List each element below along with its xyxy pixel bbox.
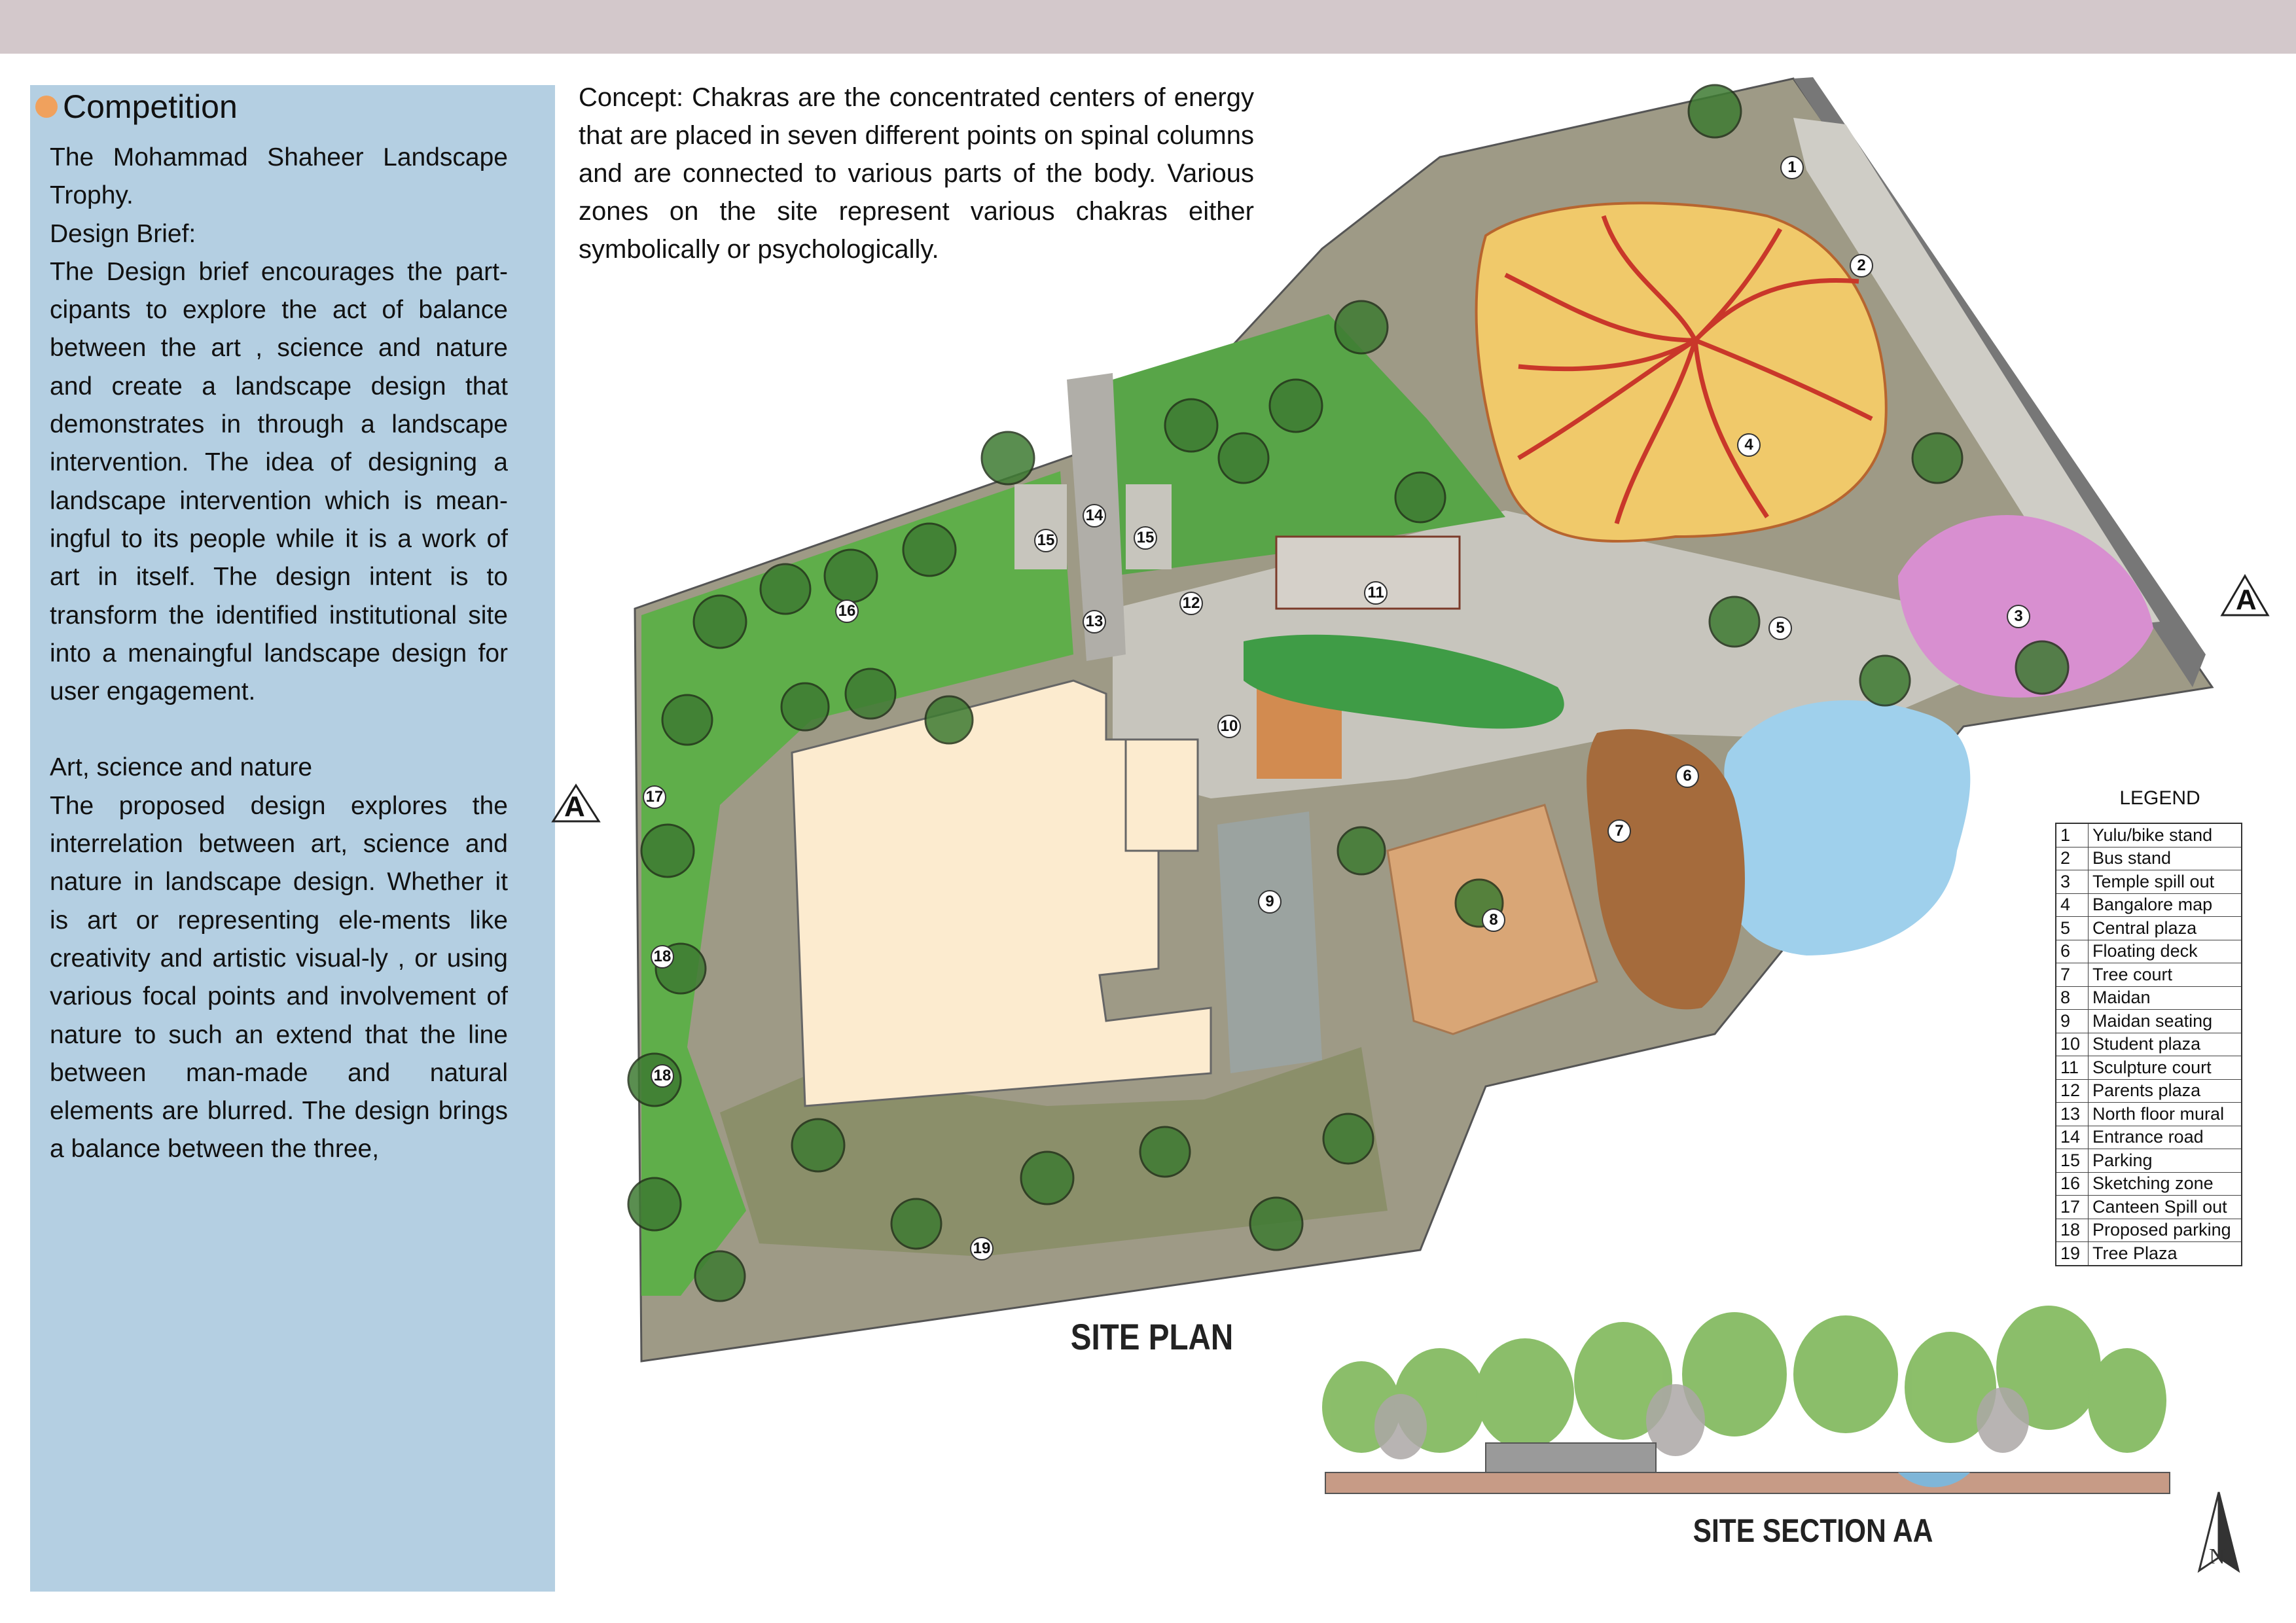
- legend-num: 11: [2056, 1056, 2089, 1080]
- legend-num: 5: [2056, 917, 2089, 940]
- section-marker-east: A: [2236, 584, 2257, 616]
- plan-marker-9: 9: [1258, 890, 1282, 914]
- section-marker-west: A: [564, 791, 585, 823]
- legend-label: Tree court: [2089, 963, 2242, 987]
- plan-marker-12: 12: [1179, 592, 1203, 615]
- legend-row: [2056, 1079, 2242, 1103]
- legend-num: 16: [2056, 1172, 2089, 1196]
- design-brief-text: The Design brief encourages the part-cipants to explore the act of balance between the art , science and nature and create a landscape design that demonstrates in through a landscape intervention. The idea of designing a landscape intervention which is mean-ingful to its people while it is a work of art in itself. The design intent is to transform the identified institutional site into a menaingful landscape design for user engagement.: [50, 257, 508, 706]
- plan-marker-14: 14: [1083, 504, 1106, 527]
- plan-marker-10: 10: [1217, 715, 1241, 738]
- concept-text: Concept: Chakras are the concentrated centers of energy that are placed in seven different points on spinal columns and are connected to various parts of the body. Various zones on the site represent various chakras either symbolically or psychologically.: [579, 83, 1254, 264]
- legend-label: Sculpture court: [2089, 1056, 2242, 1080]
- legend-label: Floating deck: [2089, 940, 2242, 963]
- legend-title: LEGEND: [2119, 787, 2200, 809]
- plan-marker-18b: 18: [651, 1064, 674, 1088]
- plan-marker-19: 19: [970, 1237, 994, 1260]
- legend-row: [2056, 986, 2242, 1010]
- bangalore-map-zone: [1477, 203, 1886, 541]
- legend-label: North floor mural: [2089, 1103, 2242, 1126]
- trophy-name: The Mohammad Shaheer Landscape Trophy.: [50, 143, 508, 210]
- legend-label: Central plaza: [2089, 917, 2242, 940]
- legend-row: [2056, 963, 2242, 987]
- legend-num: 1: [2056, 823, 2089, 847]
- legend-num: 13: [2056, 1103, 2089, 1126]
- plan-marker-2: 2: [1850, 254, 1873, 277]
- legend-label: Student plaza: [2089, 1033, 2242, 1056]
- legend-num: 15: [2056, 1149, 2089, 1173]
- legend-num: 14: [2056, 1126, 2089, 1149]
- legend-label: Proposed parking: [2089, 1219, 2242, 1242]
- legend-row: [2056, 1126, 2242, 1149]
- legend-row: [2056, 1033, 2242, 1056]
- plan-marker-18a: 18: [651, 945, 674, 969]
- legend-label: Maidan: [2089, 986, 2242, 1010]
- building-annex: [1126, 740, 1198, 851]
- legend-num: 3: [2056, 870, 2089, 894]
- plan-marker-3: 3: [2007, 605, 2030, 628]
- legend-num: 12: [2056, 1079, 2089, 1103]
- legend-row: [2056, 1010, 2242, 1033]
- legend-num: 7: [2056, 963, 2089, 987]
- plan-marker-6: 6: [1676, 764, 1699, 788]
- plan-marker-4: 4: [1737, 433, 1761, 457]
- legend-row: [2056, 1172, 2242, 1196]
- site-section-drawing: [1322, 1306, 2170, 1493]
- art-science-nature-label: Art, science and nature: [50, 753, 313, 782]
- legend-row: [2056, 1103, 2242, 1126]
- site-section-title: SITE SECTION AA: [1693, 1512, 1933, 1549]
- legend-row: [2056, 1196, 2242, 1219]
- legend-label: Tree Plaza: [2089, 1242, 2242, 1266]
- legend-row: [2056, 1056, 2242, 1080]
- legend-label: Entrance road: [2089, 1126, 2242, 1149]
- legend-label: Bangalore map: [2089, 893, 2242, 917]
- site-plan-title: SITE PLAN: [1070, 1316, 1234, 1357]
- plan-marker-16: 16: [835, 599, 859, 623]
- design-brief-label: Design Brief:: [50, 219, 196, 248]
- legend-num: 19: [2056, 1242, 2089, 1266]
- legend-label: Bus stand: [2089, 847, 2242, 870]
- legend-num: 4: [2056, 893, 2089, 917]
- plan-marker-5: 5: [1768, 616, 1792, 640]
- legend-num: 9: [2056, 1010, 2089, 1033]
- legend-num: 18: [2056, 1219, 2089, 1242]
- plan-marker-1: 1: [1780, 156, 1804, 179]
- legend-num: 17: [2056, 1196, 2089, 1219]
- legend-row: [2056, 917, 2242, 940]
- legend-row: [2056, 1242, 2242, 1266]
- legend-label: Sketching zone: [2089, 1172, 2242, 1196]
- water-body: [1724, 700, 1970, 955]
- competition-heading: Competition: [63, 88, 238, 125]
- legend-label: Yulu/bike stand: [2089, 823, 2242, 847]
- plan-marker-15b: 15: [1134, 526, 1157, 550]
- parking-block-a: [1014, 484, 1067, 569]
- legend-row: [2056, 823, 2242, 847]
- legend-num: 2: [2056, 847, 2089, 870]
- legend-row: [2056, 870, 2242, 894]
- legend-label: Canteen Spill out: [2089, 1196, 2242, 1219]
- legend-row: [2056, 1219, 2242, 1242]
- legend-label: Maidan seating: [2089, 1010, 2242, 1033]
- plan-marker-13: 13: [1083, 610, 1106, 633]
- legend-table: [2055, 823, 2242, 1266]
- legend-label: Parking: [2089, 1149, 2242, 1173]
- legend-num: 6: [2056, 940, 2089, 963]
- legend-num: 8: [2056, 986, 2089, 1010]
- plan-marker-15a: 15: [1034, 529, 1058, 552]
- legend-row: [2056, 847, 2242, 870]
- legend-num: 10: [2056, 1033, 2089, 1056]
- legend-label: Temple spill out: [2089, 870, 2242, 894]
- north-label: N: [2209, 1544, 2225, 1569]
- proposal-text: The proposed design explores the interrelation between art, science and nature in landscape design. Whether it is art or representing ele-ments like creativity and artistic visual-ly , or using various focal points and involvement of nature to such an extend that the line between man-made and natural elements are blurred. The design brings a balance between the three,: [50, 791, 508, 1164]
- plan-marker-7: 7: [1607, 819, 1631, 843]
- plan-marker-17: 17: [643, 785, 666, 809]
- maidan-seating: [1217, 812, 1322, 1073]
- plan-marker-11: 11: [1364, 581, 1388, 605]
- legend-row: [2056, 940, 2242, 963]
- legend-label: Parents plaza: [2089, 1079, 2242, 1103]
- plan-marker-8: 8: [1482, 908, 1505, 932]
- legend-row: [2056, 893, 2242, 917]
- legend-row: [2056, 1149, 2242, 1173]
